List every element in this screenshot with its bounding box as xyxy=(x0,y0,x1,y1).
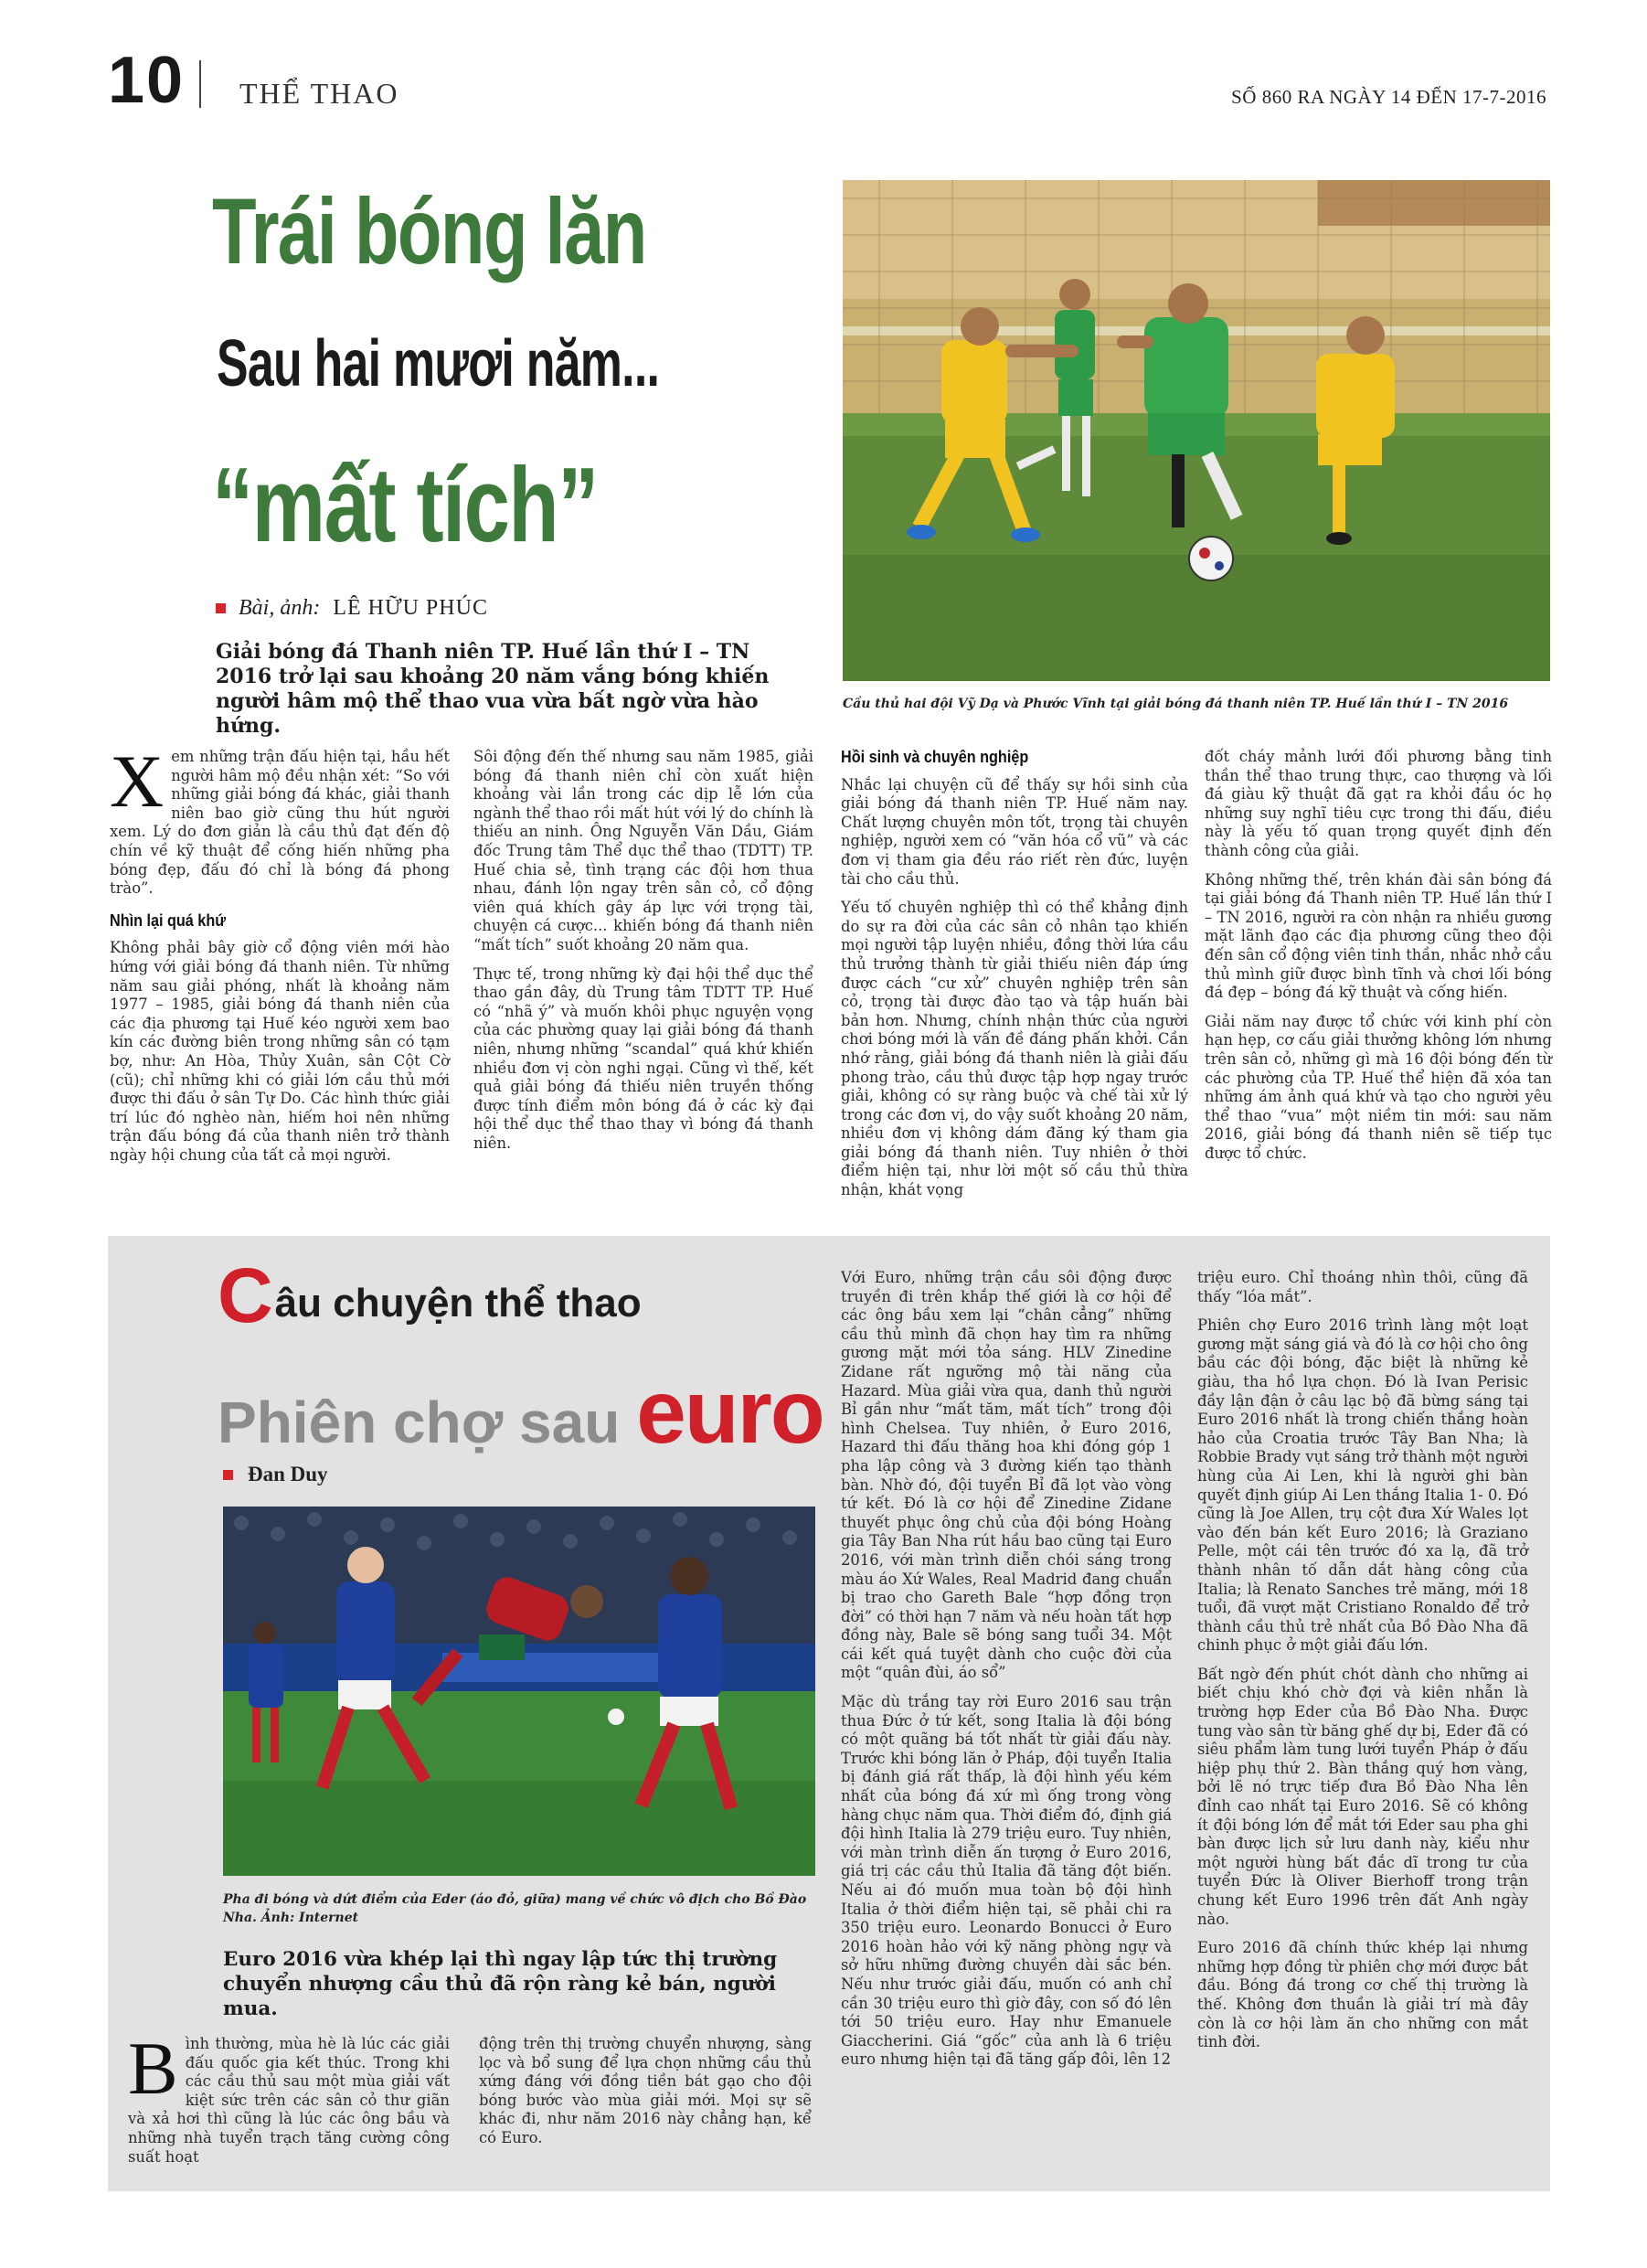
paragraph: Không những thế, trên khán đài sân bóng đá tại giải bóng đá Thanh niên TP. Huế lần thứ I – TN 2016, người ra còn nhận ra nhiều gương mặt lãnh đạo các địa phương cũng theo đội đến sân cổ động viên tinh thần, nhắc nhở cầu thủ mình giữ được bình tĩnh và chơi lối bóng đá đẹp – bóng đá kỹ thuật và cống hiến. xyxy=(1205,870,1552,1002)
paragraph: Phiên chợ Euro 2016 trình làng một loạt gương mặt sáng giá và đó là cơ hội cho ông bầu các đội bóng, đặc biệt là những kẻ giàu, tha hồ lựa chọn. Đó là Ivan Perisic đầy lận đận ở câu lạc bộ đã bừng sáng tại Euro 2016 nhất là trong chiến thắng hoàn hảo của Croatia trước Tây Ban Nha; là Robbie Brady vụt sáng trở thành một người hùng của Ai Len, khi là người ghi bàn quyết định giúp Ai Len thắng Italia 1- 0. Đó cũng là Joe Allen, trụ cột đưa Xứ Wales lọt vào đến bán kết Euro 2016; là Graziano Pelle, một cái tên trước đó xa lạ, đã trở thành nhân tố dẫn dắt hàng công của Italia; là Renato Sanches trẻ măng, mới 18 tuổi, đã vượt mặt Cristiano Ronaldo để trở thành cầu thủ trẻ nhất của Bồ Đào Nha đã chinh phục ở một giải đấu lớn. xyxy=(1197,1316,1528,1655)
byline-author: LÊ HỮU PHÚC xyxy=(333,596,488,620)
article1-column-4 xyxy=(1205,748,1552,1173)
subheading: Hồi sinh và chuyên nghiệp xyxy=(841,748,1029,766)
article2-column-2 xyxy=(479,2035,812,2158)
article1-column-3 xyxy=(841,748,1188,1210)
drop-cap: X xyxy=(110,740,165,823)
football-match-photo xyxy=(843,180,1550,681)
header-divider xyxy=(199,60,201,108)
photo-caption: Cầu thủ hai đội Vỹ Dạ và Phước Vĩnh tại giải bóng đá thanh niên TP. Huế lần thứ I – TN 2016 xyxy=(843,697,1509,711)
paragraph: Mặc dù trắng tay rời Euro 2016 sau trận thua Đức ở tứ kết, song Italia là đội bóng có một quãng bá tốt nhất từ giải đấu này. Trước khi bóng lăn ở Pháp, đội tuyển Italia bị đánh giá rất thấp, là đội hình yếu kém nhất của bóng đá xứ mì ống trong vòng hàng chục năm qua. Thời điểm đó, định giá đội hình Italia là 279 triệu euro. Tuy nhiên, với màn trình diễn ấn tượng ở Euro 2016, giá trị các cầu thủ Italia đã tăng đột biến. Nếu ai đó muốn mua toàn bộ đội hình Italia ở thời điểm hiện tại, sẽ phải chi ra 350 triệu euro. Leonardo Bonucci ở Euro 2016 hoàn hảo với kỹ năng phòng ngự và sở hữu những đường chuyền dài sắc bén. Nếu như trước giải đấu, muốn có anh chỉ cần 30 triệu euro thì giờ đây, con số đó lên tới 50 triệu euro. Hay như Emanuele Giaccherini. Giá “gốc” của anh là 6 triệu euro nhưng hiện tại đã tăng gấp đôi, lên 12 xyxy=(841,1693,1172,2069)
paragraph: đốt cháy mảnh lưới đối phương bằng tinh thần thể thao trung thực, cao thượng và lối đá giàu kỹ thuật đã gạt ra khỏi đầu óc họ những suy nghĩ tiêu cực trong thi đấu, điều này là yếu tố quan trọng quyết định đến thành công của giải. xyxy=(1205,748,1552,859)
headline-line-3: “mất tích” xyxy=(212,445,598,564)
drop-cap: B xyxy=(128,2027,178,2110)
byline-role: Bài, ảnh: xyxy=(239,596,321,620)
article2-column-1 xyxy=(128,2027,450,2177)
column-kicker xyxy=(218,1252,642,1338)
paragraph: Sôi động đến thế nhưng sau năm 1985, giải bóng đá thanh niên chỉ còn xuất hiện khoảng vài lần trong các dịp lễ lớn của ngành thể thao rồi mất hút với lý do chính là thiếu an ninh. Ông Nguyễn Văn Dầu, Giám đốc Trung tâm Thể dục thể thao (TDTT) TP. Huế chia sẻ, tình trạng các đội hơn thua nhau, đánh lộn ngay trên sân cỏ, cổ động viên quá khích gây áp lực với trọng tài, chuyện cá cược... khiến bóng đá thanh niên “mất tích” suốt khoảng 20 năm qua. xyxy=(473,748,813,953)
red-square-bullet-icon xyxy=(216,603,226,613)
paragraph-text: em những trận đấu hiện tại, hầu hết người hâm mộ đều nhận xét: “So với những giải bóng đá khác, giải thanh niên bao giờ cũng thu hút người xem. Lý do đơn giản là cầu thủ đạt đến độ chín về kỹ thuật để cống hiến những pha bóng đẹp, đấu đó chỉ là bóng đá phong trào”. xyxy=(110,748,450,898)
title-part-2: euro xyxy=(636,1361,824,1462)
paragraph: Thực tế, trong những kỳ đại hội thể dục thể thao gần đây, dù Trung tâm TDTT TP. Huế có “nhã ý” và muốn khôi phục nguyện vọng của các phường quay lại giải bóng đá thanh niên, nhưng những “scandal” quá khứ khiến nhiều đơn vị còn nghi ngại. Cũng vì thế, kết quả giải bóng đá thiếu niên truyền thống được tính điểm môn bóng đá ở các kỳ đại hội thể dục thể thao thay vì bóng đá thanh niên. xyxy=(473,964,813,1152)
paragraph: triệu euro. Chỉ thoáng nhìn thôi, cũng đã thấy “lóa mắt”. xyxy=(1197,1269,1528,1305)
paragraph xyxy=(110,740,450,899)
euro-final-illustration xyxy=(223,1507,815,1876)
photo-caption: Pha đi bóng và dứt điểm của Eder (áo đỏ, giữa) mang về chức vô địch cho Bồ Đào Nha. Ảnh: Internet xyxy=(223,1892,807,1925)
red-square-bullet-icon xyxy=(223,1470,233,1480)
paragraph: Euro 2016 đã chính thức khép lại nhưng những hợp đồng từ phiên chợ mới được bắt đầu. Bóng đá trong cơ chế thị trường là thế. Không đơn thuần là giải trí mà đây còn là cơ hội làm ăn cho những con mắt tinh đời. xyxy=(1197,1939,1528,2051)
article1-lead: Giải bóng đá Thanh niên TP. Huế lần thứ I – TN 2016 trở lại sau khoảng 20 năm vắng bóng khiến người hâm mộ thể thao vua vừa bất ngờ vừa hào hứng. xyxy=(216,640,770,738)
football-match-illustration xyxy=(843,180,1550,681)
paragraph: Bất ngờ đến phút chót dành cho những ai biết chịu khó chờ đợi và kiên nhẫn là trường hợp Eder của Bồ Đào Nha. Được tung vào sân từ băng ghế dự bị, Eder đã có siêu phẩm làm tung lưới tuyển Pháp ở đấu hiệp phụ thứ 2. Bàn thắng quý hơn vàng, bởi lẽ nó trực tiếp đưa Bồ Đào Nha lên đỉnh cao nhất tại Euro 2016. Sẽ có không ít đội bóng lớn để mắt tới Eder sau pha ghi bàn được lịch sử lưu danh này, kiểu như một người hùng bất đắc dĩ trong tư của tuyển Đức là Oliver Bierhoff trong trận chung kết Euro 1996 trên đất Anh ngày nào. xyxy=(1197,1665,1528,1928)
article1-column-2 xyxy=(473,748,813,1163)
paragraph-text: ình thường, mùa hè là lúc các giải đấu quốc gia kết thúc. Trong khi các cầu thủ sau một mùa giải vất kiệt sức trên các sân cỏ thư giãn và xả hơi thì cũng là lúc các ông bầu và những nhà tuyển trạch tăng cường công suất hoạt xyxy=(128,2035,450,2166)
paragraph: động trên thị trường chuyển nhượng, sàng lọc và bổ sung để lựa chọn những cầu thủ xứng đáng với đồng tiền bát gạo cho đội bóng bước vào mùa giải mới. Mọi sự sẽ khác đi, như năm 2016 này chẳng hạn, kể có Euro. xyxy=(479,2035,812,2146)
headline-line-2: Sau hai mươi năm... xyxy=(217,327,660,400)
article1-byline xyxy=(216,596,488,621)
subheading: Nhìn lại quá khứ xyxy=(110,910,226,930)
paragraph: Yếu tố chuyên nghiệp thì có thể khẳng định do sự ra đời của các sân cỏ nhân tạo khiến mọi người tập luyện nhiều, đồng thời lứa cầu thủ trưởng thành từ giải thiếu niên đáp ứng được cách “cư xử” chuyên nghiệp trên sân cỏ, trọng tài được đào tạo và tập huấn bài bản hơn. Nhưng, chính nhận thức của người chơi bóng mới là vấn đề đáng phấn khởi. Cần nhớ rằng, giải bóng đá thanh niên là giải đấu phong trào, cầu thủ được tập hợp ngay trước giải, không có sự ràng buộc và chế tài xử lý trong các đơn vị, do vậy suốt khoảng 20 năm, nhiều đơn vị không dám đăng ký tham gia giải bóng đá thanh niên. Tuy nhiên ở thời điểm hiện tại, như lời một số cầu thủ thừa nhận, khát vọng xyxy=(841,899,1188,1199)
paragraph: Với Euro, những trận cầu sôi động được truyền đi trên khắp thế giới là cơ hội để các ông bầu xem lại “chân cẳng” những cầu thủ mình đã chọn hay tìm ra những gương mặt mới tỏa sáng. HLV Zinedine Zidane rất ngưỡng mộ tài năng của Hazard. Mùa giải vừa qua, danh thủ người Bỉ gần như “mất tăm, mất tích” trong đội hình Chelsea. Tuy nhiên, ở Euro 2016, Hazard thi đấu thăng hoa khi đóng góp 1 pha lập công và 3 đường kiến tạo thành bàn. Nhờ đó, đội tuyển Bỉ đã lọt vào vòng tứ kết. Đó là cơ hội để Zinedine Zidane thuyết phục ông chủ của đội bóng Hoàng gia Tây Ban Nha rút hầu bao cũng tại Euro 2016, với màn trình diễn chói sáng trong màu áo Xứ Wales, Real Madrid đang chuẩn bị trao cho Gareth Bale “hợp đồng trọn đời” có thời hạn 7 năm và nếu hoàn tất hợp đồng này, Bale sẽ bóng sang tuổi 34. Một cái kết quá tuyệt dành cho cuộc đời của một “quân đùi, áo sổ” xyxy=(841,1269,1172,1682)
article1-column-1 xyxy=(110,740,450,1175)
title-part-1: Phiên chợ sau xyxy=(218,1390,621,1455)
headline-line-1: Trái bóng lăn xyxy=(212,179,646,283)
article2-column-4 xyxy=(1197,1269,1528,2062)
paragraph: Giải năm nay được tổ chức với kinh phí còn hạn hẹp, cơ cấu giải thưởng không lớn nhưng trên sân cỏ, những gì mà 16 đội bóng đến từ các phường của TP. Huế thể hiện đã xóa tan những ám ảnh quá khứ và tạo cho người yêu thể thao “vua” một niềm tin mới: sau năm 2016, giải bóng đá thanh niên sẽ tiếp tục được tổ chức. xyxy=(1205,1012,1552,1162)
kicker-text: âu chuyện thể thao xyxy=(274,1281,642,1326)
byline-author: Đan Duy xyxy=(248,1463,328,1485)
paragraph: Không phải bây giờ cổ động viên mới hào hứng với giải bóng đá thanh niên. Từ những năm sau giải phóng, nhất là khoảng năm 1977 – 1985, giải bóng đá thanh niên của các địa phương tại Huế kéo người xem bao kín các đường biên trong những sân có tạm bợ, như: An Hòa, Thủy Xuân, sân Cột Cờ (cũ); chỉ những khi có giải lớn cầu thủ mới được thi đấu ở sân Tự Do. Các hình thức giải trí lúc đó nghèo nàn, hiếm hoi nên những trận đấu bóng đá của thanh niên trở thành ngày hội chung của tất cả mọi người. xyxy=(110,939,450,1164)
paragraph xyxy=(128,2027,450,2167)
section-name: THỂ THAO xyxy=(239,77,399,110)
kicker-initial: C xyxy=(218,1252,273,1338)
article2-byline xyxy=(223,1463,328,1486)
paragraph: Nhắc lại chuyện cũ để thấy sự hồi sinh của giải bóng đá thanh niên TP. Huế năm nay. Chất lượng chuyên môn tốt, trọng tài chuyên nghiệp, người xem có “văn hóa cổ vũ” và các đơn vị tham gia đều ráo riết rèn đức, luyện tài cho cầu thủ. xyxy=(841,775,1188,888)
page-number: 10 xyxy=(108,44,186,117)
issue-info: SỐ 860 RA NGÀY 14 ĐẾN 17-7-2016 xyxy=(1231,86,1546,108)
article2-title xyxy=(218,1360,824,1464)
article2-column-3 xyxy=(841,1269,1172,2080)
euro-final-photo xyxy=(223,1507,815,1876)
article2-lead: Euro 2016 vừa khép lại thì ngay lập tức thị trường chuyển nhượng cầu thủ đã rộn ràng kẻ bán, người mua. xyxy=(223,1948,778,2020)
